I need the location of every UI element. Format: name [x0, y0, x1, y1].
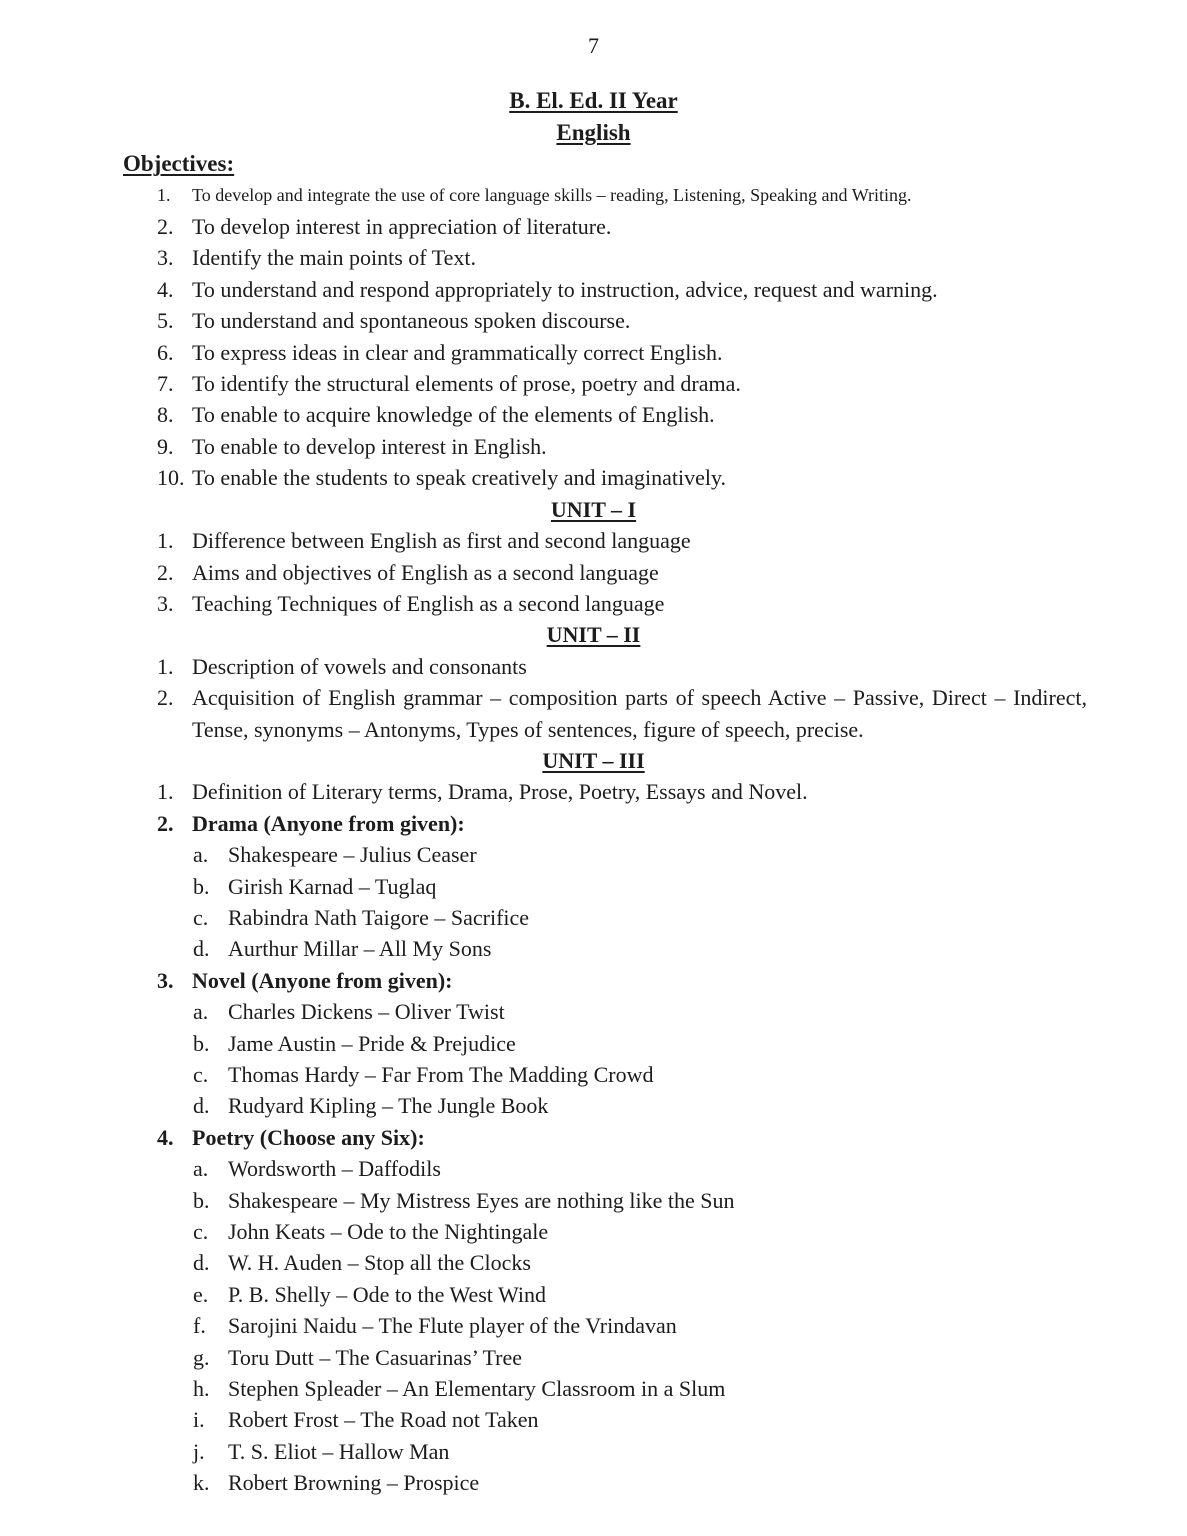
sub-list-item [0, 1153, 1187, 1184]
list-marker: h. [193, 1376, 210, 1402]
objective-item [0, 337, 1187, 368]
list-marker: 3. [157, 245, 174, 271]
sub-list-item [0, 1090, 1187, 1121]
sub-list-item [0, 1247, 1187, 1278]
list-item [0, 776, 1187, 807]
list-marker: 10. [157, 465, 185, 491]
sub-list-item [0, 1404, 1187, 1435]
objective-item [0, 305, 1187, 336]
list-text: Teaching Techniques of English as a second language [192, 590, 665, 616]
list-text: To identify the structural elements of prose, poetry and drama. [192, 371, 741, 397]
list-text: Shakespeare – Julius Ceaser [228, 842, 477, 868]
list-marker: 2. [157, 685, 174, 711]
list-text: To express ideas in clear and grammatically correct English. [192, 339, 723, 365]
list-marker: 3. [157, 590, 174, 616]
list-marker: b. [193, 1030, 210, 1056]
list-text: T. S. Eliot – Hallow Man [228, 1438, 450, 1464]
list-text: Stephen Spleader – An Elementary Classroom in a Slum [228, 1376, 726, 1402]
list-marker: g. [193, 1344, 210, 1370]
unit-heading-2: UNIT – II [546, 622, 641, 648]
list-marker: b. [193, 1187, 210, 1213]
sub-list-item [0, 1467, 1187, 1498]
list-marker: j. [193, 1438, 205, 1464]
sub-list-item [0, 1342, 1187, 1373]
list-marker: 2. [157, 810, 174, 836]
sub-list-item [0, 839, 1187, 870]
sub-list-item [0, 933, 1187, 964]
list-marker: d. [193, 936, 210, 962]
list-text: Aurthur Millar – All My Sons [228, 936, 492, 962]
list-marker: 1. [157, 779, 174, 805]
list-text: To enable to develop interest in English. [192, 433, 547, 459]
doc-title-subject: English [556, 119, 631, 145]
list-marker: c. [193, 1219, 209, 1245]
list-text: P. B. Shelly – Ode to the West Wind [228, 1281, 546, 1307]
sub-list-item [0, 1279, 1187, 1310]
list-text: To understand and spontaneous spoken discourse. [192, 308, 631, 334]
list-marker: e. [193, 1281, 209, 1307]
list-text: Definition of Literary terms, Drama, Prose, Poetry, Essays and Novel. [192, 779, 808, 805]
list-text: Drama (Anyone from given): [192, 810, 465, 836]
list-marker: a. [193, 1156, 209, 1182]
list-item [0, 651, 1187, 682]
list-marker: 7. [157, 371, 174, 397]
list-marker: 1. [157, 184, 171, 205]
list-marker: c. [193, 1062, 209, 1087]
sub-list-item [0, 1373, 1187, 1404]
list-marker: a. [193, 999, 209, 1025]
unit-heading-3: UNIT – III [542, 747, 645, 773]
objective-item [0, 274, 1187, 305]
objective-item [0, 211, 1187, 242]
list-marker: 3. [157, 967, 174, 993]
list-text: Sarojini Naidu – The Flute player of the Vrindavan [228, 1313, 677, 1339]
page-number: 7 [588, 33, 599, 58]
objectives-heading: Objectives: [123, 151, 235, 177]
list-item [0, 682, 1187, 745]
list-text: To develop interest in appreciation of literature. [192, 214, 612, 240]
list-text: To understand and respond appropriately to instruction, advice, request and warning. [192, 276, 938, 302]
list-text: Charles Dickens – Oliver Twist [228, 999, 505, 1025]
list-text: Shakespeare – My Mistress Eyes are nothing like the Sun [228, 1187, 735, 1213]
list-text: Jame Austin – Pride & Prejudice [228, 1030, 516, 1056]
sub-list-item [0, 1028, 1187, 1059]
objective-item [0, 462, 1187, 493]
list-text: To enable the students to speak creatively and imaginatively. [192, 465, 727, 491]
list-marker: d. [193, 1093, 210, 1119]
list-text: Toru Dutt – The Casuarinas’ Tree [228, 1344, 522, 1370]
sub-list-item [0, 1185, 1187, 1216]
list-marker: 2. [157, 214, 174, 240]
sub-list-item [0, 902, 1187, 933]
list-marker: 1. [157, 528, 174, 554]
doc-title-year: B. El. Ed. II Year [509, 88, 678, 114]
list-item [0, 525, 1187, 556]
list-marker: 6. [157, 339, 174, 365]
list-marker: k. [193, 1470, 210, 1496]
list-marker: f. [193, 1313, 206, 1339]
list-item-drama [0, 808, 1187, 839]
list-marker: 8. [157, 402, 174, 428]
list-text: To develop and integrate the use of core language skills – reading, Listening, Speaking and Writing. [192, 184, 912, 205]
list-item-poetry [0, 1122, 1187, 1153]
sub-list-item [0, 1436, 1187, 1467]
list-text: Robert Frost – The Road not Taken [228, 1407, 539, 1433]
objective-item [0, 431, 1187, 462]
list-text: Wordsworth – Daffodils [228, 1156, 441, 1182]
list-text: Novel (Anyone from given): [192, 967, 453, 993]
sub-list-item [0, 1216, 1187, 1247]
list-marker: 4. [157, 276, 174, 302]
list-marker: 4. [157, 1124, 174, 1150]
list-text: Girish Karnad – Tuglaq [228, 873, 437, 899]
list-text: Thomas Hardy – Far From The Madding Crowd [228, 1062, 654, 1087]
list-marker: 9. [157, 433, 174, 459]
list-marker: a. [193, 842, 209, 868]
list-marker: 5. [157, 308, 174, 334]
list-marker: c. [193, 904, 209, 930]
list-text: Poetry (Choose any Six): [192, 1124, 425, 1150]
list-item-novel [0, 965, 1187, 996]
list-text: Aims and objectives of English as a second language [192, 559, 659, 585]
sub-list-item [0, 1310, 1187, 1341]
list-marker: 2. [157, 559, 174, 585]
list-text: Description of vowels and consonants [192, 653, 527, 679]
list-text: Rudyard Kipling – The Jungle Book [228, 1093, 549, 1119]
list-text: W. H. Auden – Stop all the Clocks [228, 1250, 531, 1276]
list-item [0, 588, 1187, 619]
objective-item [0, 368, 1187, 399]
sub-list-item [0, 1059, 1187, 1090]
document-title [0, 85, 1187, 148]
objective-item [0, 180, 1187, 211]
list-marker: 1. [157, 653, 174, 679]
list-marker: b. [193, 873, 210, 899]
list-text: Rabindra Nath Taigore – Sacrifice [228, 904, 530, 930]
sub-list-item [0, 996, 1187, 1027]
list-text: Robert Browning – Prospice [228, 1470, 480, 1496]
objective-item [0, 399, 1187, 430]
list-text: Acquisition of English grammar – composition parts of speech Active – Passive, Direct – Indirect, Tense, synonyms – Antonyms, Types of sentences, figure of speech, precise. [192, 685, 1087, 742]
list-marker: i. [193, 1407, 205, 1433]
list-text: Identify the main points of Text. [192, 245, 477, 271]
unit-heading-1: UNIT – I [550, 496, 637, 522]
list-item [0, 557, 1187, 588]
list-marker: d. [193, 1250, 210, 1276]
objective-item [0, 242, 1187, 273]
list-text: To enable to acquire knowledge of the elements of English. [192, 402, 715, 428]
sub-list-item [0, 871, 1187, 902]
list-text: John Keats – Ode to the Nightingale [228, 1219, 549, 1245]
list-text: Difference between English as first and second language [192, 528, 691, 554]
